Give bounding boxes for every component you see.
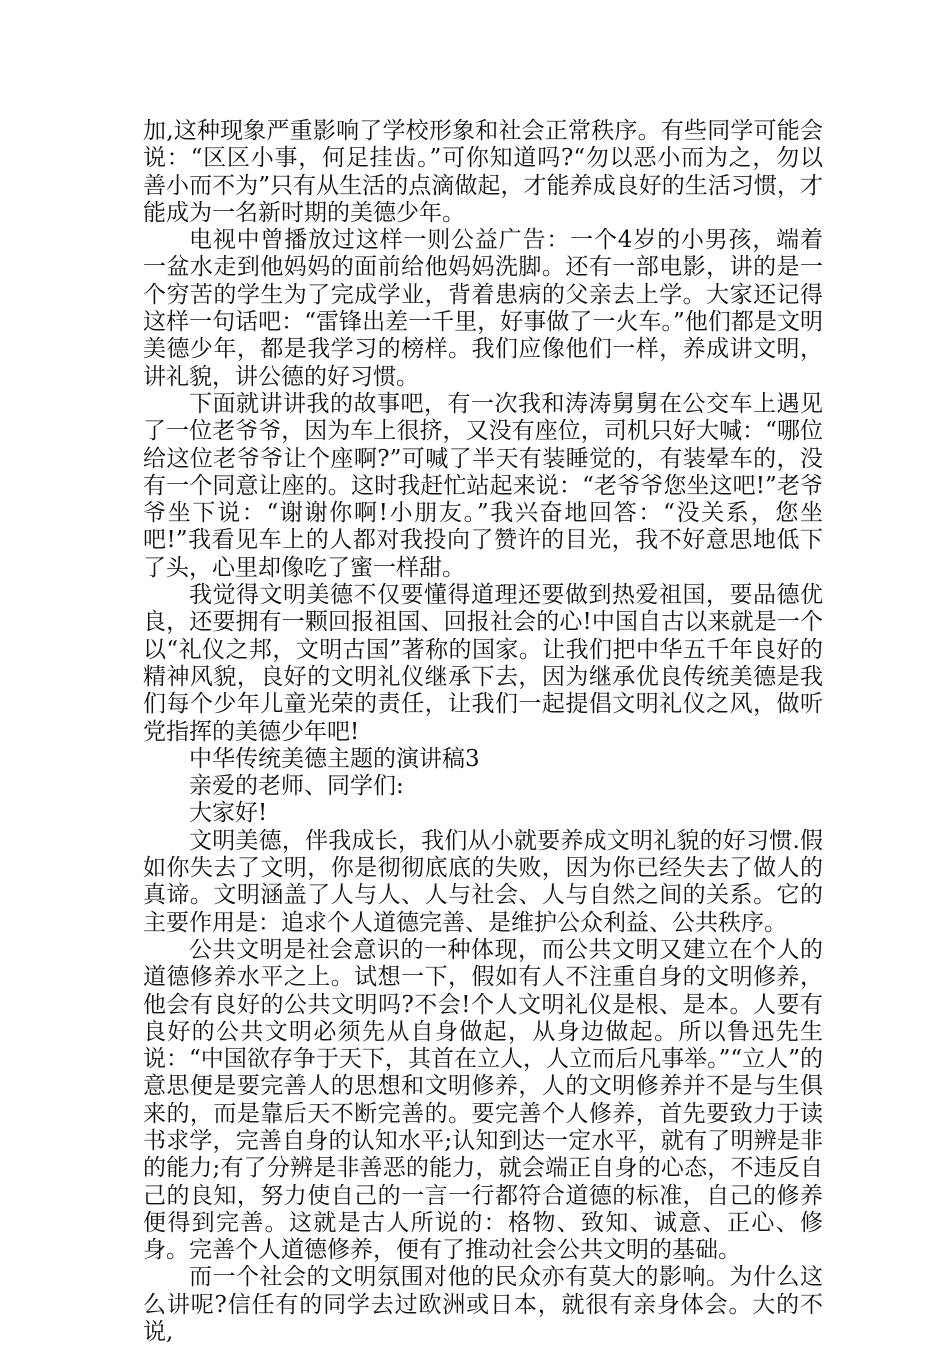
paragraph-conclusion: 我觉得文明美德不仅要懂得道理还要做到热爱祖国，要品德优良，还要拥有一颗回报祖国、回报社会的心!中国自古以来就是一个以“礼仪之邦，文明古国”著称的国家。让我们把中华五千年良好的精神风貌，良好的文明礼仪继承下去，因为继承优良传统美德是我们每个少年儿童光荣的责任，让我们一起提倡文明礼仪之风，做听党指挥的美德少年吧! [143,582,823,745]
paragraph-social-atmosphere: 而一个社会的文明氛围对他的民众亦有莫大的影响。为什么这么讲呢?信任有的同学去过欧洲或日本，就很有亲身体会。大的不说, [143,1264,823,1346]
paragraph-civility-growth: 文明美德，伴我成长，我们从小就要养成文明礼貌的好习惯.假如你失去了文明，你是彻彻底底的失败，因为你已经失去了做人的真谛。文明涵盖了人与人、人与社会、人与自然之间的关系。它的主要作用是：追求个人道德完善、是维护公众利益、公共秩序。 [143,827,823,936]
speech-title: 中华传统美德主题的演讲稿3 [189,745,480,772]
paragraph-continuation: 加,这种现象严重影响了学校形象和社会正常秩序。有些同学可能会说：“区区小事，何足挂齿。”可你知道吗?“勿以恶小而为之，勿以善小而不为”只有从生活的点滴做起，才能养成良好的生活习惯，才能成为一名新时期的美德少年。 [143,118,823,226]
paragraph-public-civility: 公共文明是社会意识的一种体现，而公共文明又建立在个人的道德修养水平之上。试想一下，假如有人不注重自身的文明修养，他会有良好的公共文明吗?不会!个人文明礼仪是根、是本。人要有良好的公共文明必须先从自身做起，从身边做起。所以鲁迅先生说：“中国欲存争于天下，其首在立人，人立而后凡事举。”“立人”的意思便是要完善人的思想和文明修养，人的文明修养并不是与生俱来的，而是靠后天不断完善的。要完善个人修养，首先要致力于读书求学，完善自身的认知水平;认知到达一定水平，就有了明辨是非的能力;有了分辨是非善恶的能力，就会端正自身的心态，不违反自己的良知，努力使自己的一言一行都符合道德的标准，自己的修养便得到完善。这就是古人所说的：格物、致知、诚意、正心、修身。完善个人道德修养，便有了推动社会公共文明的基础。 [143,936,823,1264]
speech-greeting: 大家好! [189,800,268,827]
document-page [143,118,823,1346]
speech-salutation: 亲爱的老师、同学们: [189,773,404,800]
paragraph-public-ad: 电视中曾播放过这样一则公益广告：一个4岁的小男孩，端着一盆水走到他妈妈的面前给他妈妈洗脚。还有一部电影，讲的是一个穷苦的学生为了完成学业，背着患病的父亲去上学。大家还记得这样一句话吧：“雷锋出差一千里，好事做了一火车。”他们都是文明美德少年，都是我学习的榜样。我们应像他们一样，养成讲文明，讲礼貌，讲公德的好习惯。 [143,227,823,390]
paragraph-bus-story: 下面就讲讲我的故事吧，有一次我和涛涛舅舅在公交车上遇见了一位老爷爷，因为车上很挤，又没有座位，司机只好大喊：“哪位给这位老爷爷让个座啊?”可喊了半天有装睡觉的，有装晕车的，没有一个同意让座的。这时我赶忙站起来说：“老爷爷您坐这吧!”老爷爷坐下说：“谢谢你啊!小朋友。”我兴奋地回答：“没关系，您坐吧!”我看见车上的人都对我投向了赞许的目光，我不好意思地低下了头，心里却像吃了蜜一样甜。 [143,390,823,581]
